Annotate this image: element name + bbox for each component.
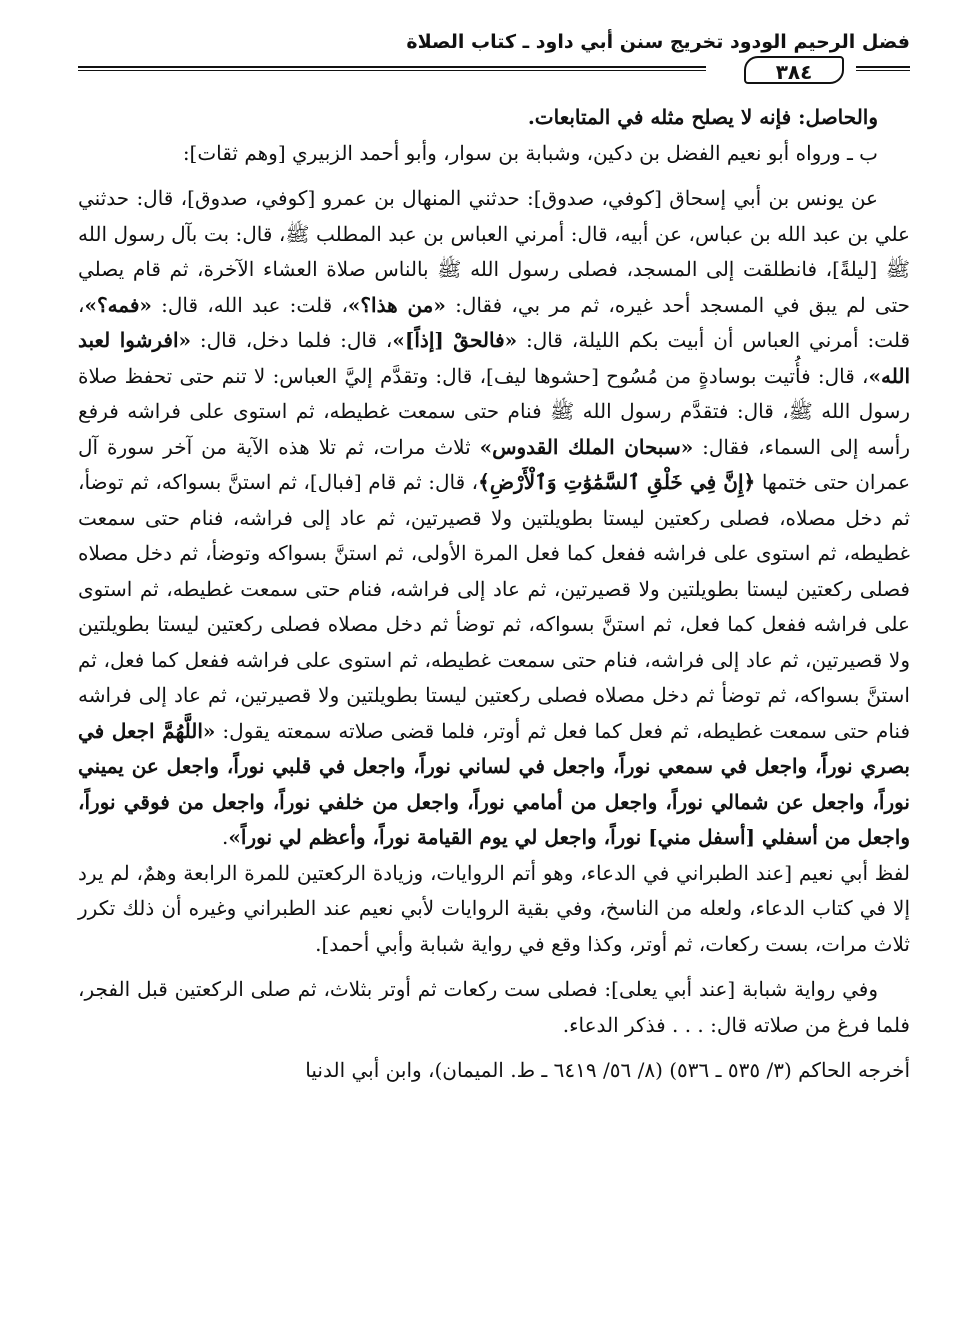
hadith-text (78, 181, 910, 856)
supplication-text: «اللَّهُمَّ اجعل في بصري نوراً، واجعل في سمعي نوراً، واجعل في لساني نوراً، واجعل في قلبي نوراً، واجعل عن يميني نوراً، واجعل عن شمالي نوراً، واجعل من أمامي نوراً، واجعل من خلفي نوراً، واجعل من فوقي نوراً، واجعل من أسفلي [أسفل مني] نوراً، واجعل لي يوم القيامة نوراً، وأعظم لي نوراً» (78, 718, 910, 849)
book-page (78, 0, 910, 1343)
takhrij-line: أخرجه الحاكم (٣/ ٥٣٥ ـ ٥٣٦) (٨/ ٥٦/ ٦٤١٩ ـ ط. الميمان)، وابن أبي الدنيا (305, 1058, 910, 1082)
quran-verse: ﴿إِنَّ فِي خَلْقِ ٱلسَّمَٰوَٰتِ وَٱلْأَرْضِ﴾ (478, 470, 756, 494)
hadith-segment: ، قال: ثم قام [فبال]، ثم استنَّ بسواكه، ثم توضأ، ثم دخل مصلاه، فصلى ركعتين ليستا بطويلتين ولا قصيرتين، ثم عاد إلى فراشه، فنام حتى سمعت غطيطه، ثم استوى على فراشه ففعل كما فعل المرة الأولى، ثم استنَّ بسواكه وتوضأ، ثم دخل مصلاه فصلى ركعتين ليستا بطويلتين ولا قصيرتين، ثم عاد إلى فراشه، فنام حتى سمعت غطيطه، ثم استوى على فراشه ففعل كما فعل، ثم استنَّ بسواكه، ثم توضأ ثم دخل مصلاه فصلى ركعتين ليستا بطويلتين ولا قصيرتين، ثم عاد إلى فراشه، فنام حتى سمعت غطيطه، ثم استوى على فراشه ففعل كما فعل، ثم استنَّ بسواكه، ثم توضأ ثم دخل مصلاه فصلى ركعتين ليستا بطويلتين ولا قصيرتين، ثم عاد إلى فراشه فنام حتى سمعت غطيطه، ثم فعل كما فعل ثم أوتر، فلما قضى صلاته سمعته يقول: (78, 470, 911, 743)
hadith-quote: «سبحان الملك القدوس» (479, 434, 694, 459)
hadith-segment: ، قلت: أمرني العباس أن أبيت بكم الليلة، قال: (78, 292, 910, 352)
hadith-segment: . (222, 825, 229, 849)
shababa-narration: وفي رواية شبابة [عند أبي يعلى]: فصلى ست ركعات ثم أوتر بثلاث، ثم صلى الركعتين قبل الفجر، فلما فرغ من صلاته قال: . . . فذكر الدعاء. (78, 977, 910, 1037)
hadith-segment: ، قلت: عبد الله، قال: (151, 292, 348, 317)
hadith-segment: عن يونس بن أبي إسحاق [كوفي، صدوق]: حدثني المنهال بن عمرو [كوفي، صدوق]، قال: حدثني علي بن عبد الله بن عباس، عن أبيه، قال: أمرني العباس بن عبد المطلب ﷺ، قال: بت بآل رسول الله ﷺ [ليلةً]، فانطلقت إلى المسجد، فصلى رسول الله ﷺ بالناس صلاة العشاء الآخرة، ثم قام يصلي حتى لم يبق في المسجد أحد غيره، ثم مر بي، فقال: (78, 186, 911, 317)
conclusion-lead: والحاصل: (798, 105, 878, 129)
header-rule-right (856, 66, 910, 71)
wording-note: لفظ أبي نعيم [عند الطبراني في الدعاء، وهو أتم الروايات، وزيادة الركعتين للمرة الرابعة وهمٌ، لم يرد إلا في كتاب الدعاء، ولعله من الناسخ، وفي بقية الروايات لأبي نعيم عند الطبراني وغيره أن ذلك تكرر ثلاث مرات، بست ركعات، ثم أوتر، وكذا وقع في رواية شبابة وأبي أحمد]. (78, 860, 910, 956)
page-number: ٣٨٤ (744, 56, 844, 84)
hadith-quote: «فمه؟» (84, 292, 152, 317)
header-rule-left (78, 66, 706, 71)
hadith-quote: «افرشوا لعبد الله» (78, 328, 910, 388)
narration-b-intro: ب ـ ورواه أبو نعيم الفضل بن دكين، وشبابة بن سوار، وأبو أحمد الزبيري [وهم ثقات]: (182, 140, 878, 165)
header-rule (78, 60, 910, 84)
conclusion-text: فإنه لا يصلح مثله في المتابعات. (527, 105, 799, 129)
hadith-segment: ، قال: فأُتيت بوسادةٍ من مُسُوح [حشوها ليف]، قال: وتقدَّم إليَّ العباس: لا تنم حتى تحفظ صلاة رسول الله ﷺ، قال: فتقدَّم رسول الله ﷺ فنام حتى سمعت غطيطه، ثم استوى على فراشه فرفع رأسه إلى السماء، فقال: (78, 363, 910, 459)
hadith-quote: «فالحقْ [إذاً]» (392, 328, 518, 352)
running-header: فضل الرحيم الودود تخريج سنن أبي داود ـ كتاب الصلاة (406, 31, 910, 53)
hadith-segment: ثلاث مرات، ثم تلا هذه الآية من آخر سورة آل عمران حتى ختمها (78, 434, 910, 494)
conclusion-paragraph (78, 100, 910, 136)
hadith-quote: «من هذا؟» (347, 292, 446, 317)
page-body (78, 100, 910, 1089)
hadith-segment: ، قال: فلما دخل، قال: (191, 328, 393, 352)
